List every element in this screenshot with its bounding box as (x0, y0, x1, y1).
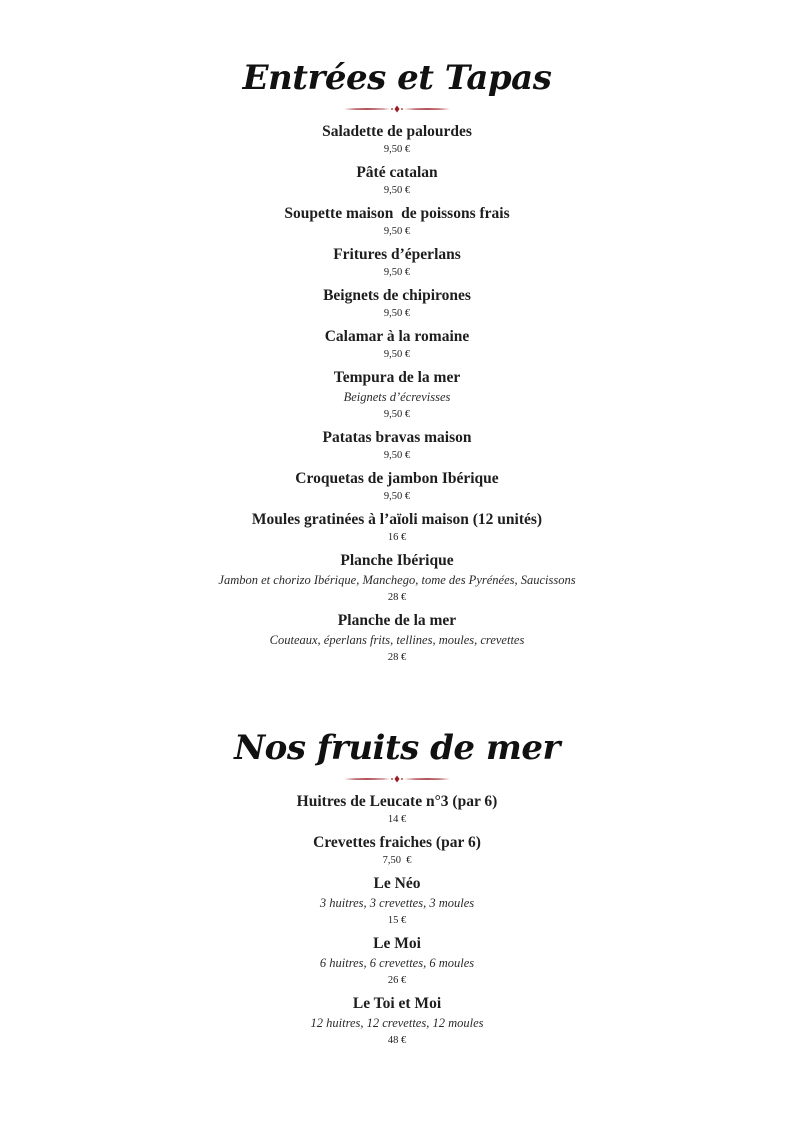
item-name: Tempura de la mer (333, 369, 461, 386)
item-price: 9,50 € (383, 267, 411, 278)
item-price: 9,50 € (383, 144, 411, 155)
section-title: Entrées et Tapas (242, 58, 552, 98)
menu-item (0, 551, 794, 605)
item-description: Jambon et chorizo Ibérique, Manchego, tome des Pyrénées, Saucissons (218, 573, 576, 587)
item-name: Patatas bravas maison (322, 429, 472, 446)
menu-item (0, 792, 794, 827)
item-price: 9,50 € (383, 409, 411, 420)
item-description: 6 huitres, 6 crevettes, 6 moules (319, 956, 475, 970)
item-description: 12 huitres, 12 crevettes, 12 moules (310, 1016, 484, 1030)
menu-item (0, 874, 794, 928)
item-description: Couteaux, éperlans frits, tellines, moules, crevettes (269, 633, 525, 647)
item-price: 15 € (387, 915, 407, 926)
item-price: 9,50 € (383, 349, 411, 360)
item-price: 9,50 € (383, 226, 411, 237)
item-name: Huitres de Leucate n°3 (par 6) (296, 793, 498, 810)
item-price: 7,50 € (382, 855, 412, 866)
item-description: Beignets d’écrevisses (343, 390, 451, 404)
menu-item (0, 122, 794, 157)
menu-item (0, 368, 794, 422)
menu-item (0, 428, 794, 463)
item-description: 3 huitres, 3 crevettes, 3 moules (319, 896, 475, 910)
item-name: Le Néo (373, 875, 421, 892)
ornament-divider (342, 104, 452, 114)
menu-item (0, 833, 794, 868)
item-name: Beignets de chipirones (323, 287, 471, 304)
item-price: 26 € (387, 975, 407, 986)
menu-item (0, 327, 794, 362)
section-entrees (0, 58, 794, 671)
item-name: Soupette maison de poissons frais (284, 205, 510, 222)
menu-item (0, 611, 794, 665)
item-name: Pâté catalan (356, 164, 438, 181)
section-title: Nos fruits de mer (234, 728, 560, 768)
item-name: Crevettes fraiches (par 6) (313, 834, 481, 851)
item-price: 9,50 € (383, 450, 411, 461)
item-name: Saladette de palourdes (322, 123, 472, 140)
menu-item (0, 510, 794, 545)
item-name: Calamar à la romaine (324, 328, 470, 345)
item-price: 14 € (387, 814, 407, 825)
item-name: Le Moi (373, 935, 421, 952)
menu-item (0, 204, 794, 239)
item-name: Fritures d’éperlans (333, 246, 461, 263)
menu-item (0, 994, 794, 1048)
menu-item (0, 934, 794, 988)
item-price: 28 € (387, 652, 407, 663)
item-price: 9,50 € (383, 491, 411, 502)
item-name: Planche de la mer (337, 612, 457, 629)
item-name: Moules gratinées à l’aïoli maison (12 unités) (251, 511, 543, 528)
item-name: Le Toi et Moi (352, 995, 442, 1012)
item-price: 48 € (387, 1035, 407, 1046)
item-name: Planche Ibérique (340, 552, 454, 569)
ornament-divider (342, 774, 452, 784)
item-price: 16 € (387, 532, 407, 543)
section-fruits-de-mer (0, 728, 794, 1054)
menu-item (0, 245, 794, 280)
menu-item (0, 286, 794, 321)
menu-item (0, 163, 794, 198)
item-price: 28 € (387, 592, 407, 603)
item-price: 9,50 € (383, 308, 411, 319)
item-name: Croquetas de jambon Ibérique (295, 470, 499, 487)
menu-item (0, 469, 794, 504)
item-price: 9,50 € (383, 185, 411, 196)
